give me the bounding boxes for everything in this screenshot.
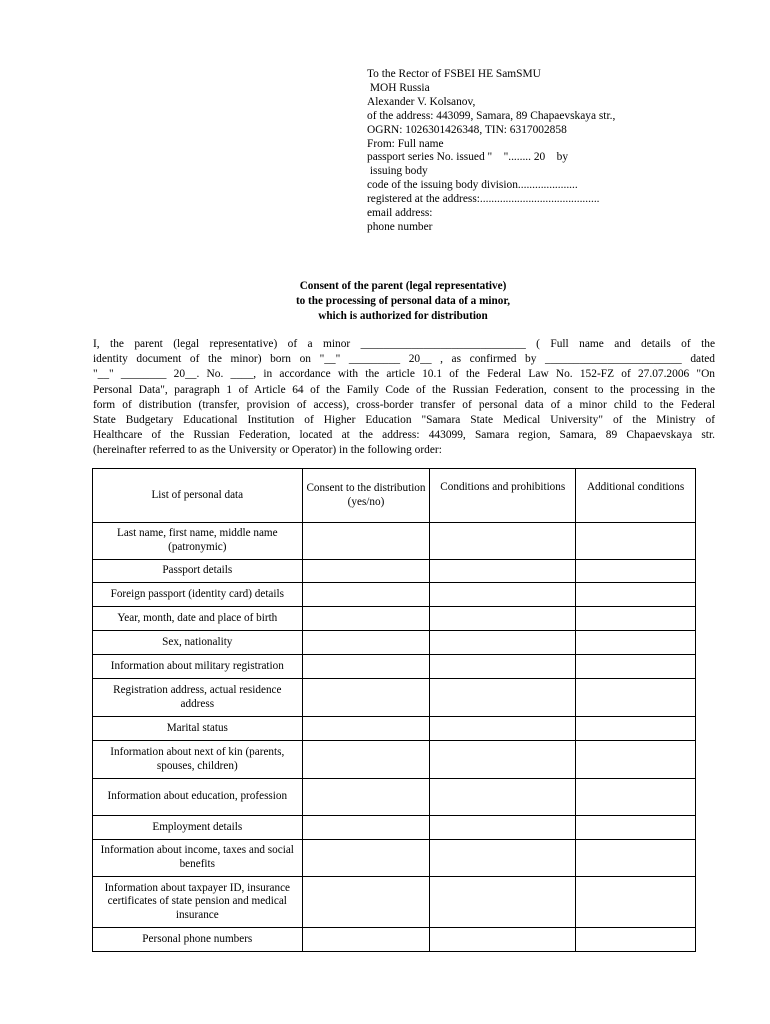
additional-cell[interactable] [576,779,696,816]
personal-data-table [92,468,696,952]
header-conditions: Conditions and prohibitions [430,469,576,523]
addressee-line: From: Full name [367,137,444,150]
consent-cell[interactable] [302,840,430,877]
additional-cell[interactable] [576,560,696,583]
additional-cell[interactable] [576,655,696,679]
addressee-line: phone number [367,220,433,233]
row-label: Information about education, profession [93,779,303,816]
paragraph-line: identity document of the minor) born on "__" _________ 20__ , as confirmed by ________________________ dated [93,353,715,366]
conditions-cell[interactable] [430,523,576,560]
addressee-line: Alexander V. Kolsanov, [367,95,476,108]
addressee-line: passport series No. issued " "........ 20 by [367,151,569,164]
conditions-cell[interactable] [430,928,576,952]
row-label: Foreign passport (identity card) details [93,583,303,607]
paragraph-line: "__" ________ 20__. No. ____, in accordance with the article 10.1 of the Federal Law No. 152-FZ of 27.07.2006 "On [93,368,715,381]
conditions-cell[interactable] [430,560,576,583]
additional-cell[interactable] [576,816,696,840]
conditions-cell[interactable] [430,583,576,607]
conditions-cell[interactable] [430,679,576,717]
conditions-cell[interactable] [430,816,576,840]
addressee-line: code of the issuing body division..................... [367,179,578,192]
addressee-line: of the address: 443099, Samara, 89 Chapaevskaya str., [367,109,616,122]
consent-cell[interactable] [302,583,430,607]
consent-cell[interactable] [302,877,430,928]
additional-cell[interactable] [576,741,696,779]
consent-cell[interactable] [302,631,430,655]
table-row [93,779,696,816]
row-label: Passport details [93,560,303,583]
addressee-line: issuing body [367,165,428,178]
consent-cell[interactable] [302,607,430,631]
consent-cell[interactable] [302,928,430,952]
conditions-cell[interactable] [430,741,576,779]
header-consent: Consent to the distribution (yes/no) [302,469,430,523]
addressee-line: OGRN: 1026301426348, TIN: 6317002858 [367,123,567,136]
additional-cell[interactable] [576,877,696,928]
table-row [93,928,696,952]
consent-cell[interactable] [302,523,430,560]
paragraph-line: Healthcare of the Russian Federation, located at the address: 443099, Samara region, Samara, 89 Chapaevskaya str. [93,429,715,442]
paragraph-line: form of distribution (transfer, provision of access), cross-border transfer of personal data of a minor child to the Federal [93,398,715,411]
paragraph-line: (hereinafter referred to as the University or Operator) in the following order: [93,444,442,457]
row-label: Information about next of kin (parents, spouses, children) [93,741,303,779]
additional-cell[interactable] [576,928,696,952]
row-label: Information about income, taxes and social benefits [93,840,303,877]
paragraph-line: Personal Data", paragraph 1 of Article 64 of the Family Code of the Russian Federation, consent to the processing in the [93,383,715,396]
consent-cell[interactable] [302,655,430,679]
conditions-cell[interactable] [430,877,576,928]
additional-cell[interactable] [576,607,696,631]
conditions-cell[interactable] [430,655,576,679]
row-label: Information about military registration [93,655,303,679]
additional-cell[interactable] [576,583,696,607]
table-row [93,679,696,717]
table-row [93,717,696,741]
addressee-line: email address: [367,207,433,220]
conditions-cell[interactable] [430,779,576,816]
table-row [93,840,696,877]
table-row [93,655,696,679]
additional-cell[interactable] [576,717,696,741]
row-label: Information about taxpayer ID, insurance certificates of state pension and medical insurance [93,877,303,928]
additional-cell[interactable] [576,631,696,655]
addressee-line: registered at the address:.......................................... [367,193,600,206]
row-label: Marital status [93,717,303,741]
row-label: Employment details [93,816,303,840]
paragraph-line: State Budgetary Educational Institution of Higher Education "Samara State Medical University" of the Ministry of [93,413,715,426]
header-list-of-data: List of personal data [93,469,303,523]
header-additional: Additional conditions [576,469,696,523]
row-label: Sex, nationality [93,631,303,655]
table-row [93,523,696,560]
conditions-cell[interactable] [430,840,576,877]
table-header-row [93,469,696,523]
paragraph-line: I, the parent (legal representative) of a minor _____________________________ ( Full name and details of the [93,338,715,350]
title-line-3: which is authorized for distribution [318,310,488,322]
consent-cell[interactable] [302,816,430,840]
table-row [93,816,696,840]
addressee-block [367,68,697,235]
conditions-cell[interactable] [430,717,576,741]
conditions-cell[interactable] [430,607,576,631]
consent-paragraph [93,337,715,459]
table-row [93,631,696,655]
addressee-line: To the Rector of FSBEI HE SamSMU [367,68,541,80]
table-row [93,741,696,779]
consent-cell[interactable] [302,717,430,741]
row-label: Year, month, date and place of birth [93,607,303,631]
title-line-2: to the processing of personal data of a minor, [295,295,511,307]
consent-cell[interactable] [302,741,430,779]
additional-cell[interactable] [576,840,696,877]
addressee-line: MOH Russia [367,81,430,94]
table-row [93,560,696,583]
additional-cell[interactable] [576,679,696,717]
title-line-1: Consent of the parent (legal representative) [299,280,507,292]
additional-cell[interactable] [576,523,696,560]
document-title [150,279,656,324]
table-row [93,607,696,631]
table-row [93,583,696,607]
table-row [93,877,696,928]
row-label: Registration address, actual residence address [93,679,303,717]
conditions-cell[interactable] [430,631,576,655]
consent-cell[interactable] [302,779,430,816]
consent-cell[interactable] [302,679,430,717]
row-label: Personal phone numbers [93,928,303,952]
row-label: Last name, first name, middle name (patronymic) [93,523,303,560]
consent-cell[interactable] [302,560,430,583]
